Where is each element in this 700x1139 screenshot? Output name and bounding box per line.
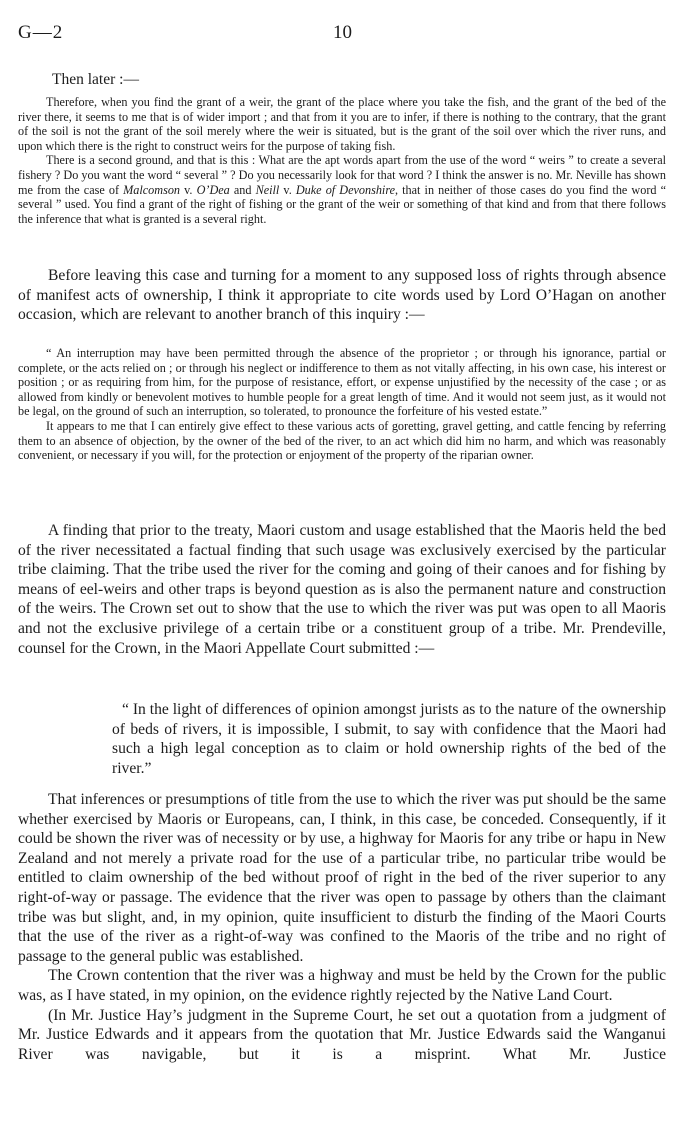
- section-code: G—2: [18, 22, 64, 43]
- quoted-block-weir: [18, 95, 666, 226]
- paragraph-before-leaving: Before leaving this case and turning for a moment to any supposed loss of rights through absence of manifest acts of ownership, I think it appropriate to cite words used by Lord O’Hagan on another occasion, which are relevant to another branch of this inquiry :—: [18, 267, 666, 324]
- quoted-paragraph-goretting: It appears to me that I can entirely give effect to these various acts of goretting, gravel getting, and cattle fencing by referring them to an absence of objection, by the owner of the bed of the river, to an act which did him no harm, and which was reasonably convenient, or necessary if you will, for the protection or enjoyment of the property of the riparian owner.: [18, 418, 666, 463]
- paragraph-inferences: That inferences or presumptions of title from the use to which the river was put should be the same whether exercised by Maoris or Europeans, can, I think, in this case, be conceded. Consequently, if it could be shown the river was of necessity or by use, a highway for Maoris for any tribe or hapu in New Zealand and not merely a private road for the use of a particular tribe, no particular tribe would be entitled to claim ownership of the bed without proof of right in the bed of the river superior to any right-of-way or passage. The evidence that the river was open to passage by others than the claimant tribe was but slight, and, in my opinion, quite insufficient to disturb the finding of the Maori Courts that the use of the river as a right-of-way was confined to the Maoris of the tribe and no right of passage to the general public was established. The Crown contention that the river was a highway and must be held by the Crown for the public was, as I have stated, in my opinion, on the evidence rightly rejected by the Native Land Court. (In Mr. Justice Hay’s judgment in the Supreme Court, he set out a quotation from a judgment of Mr. Justice Edwards and it appears from the quotation that Mr. Justice Edwards said the Wanganui River was navigable, but it is a misprint. What Mr. Justice: [18, 791, 666, 1063]
- quoted-paragraph-interruption: “ An interruption may have been permitted through the absence of the proprietor ; or through his ignorance, partial or complete, or the acts relied on ; or through his neglect or indifference to them as not vitally affecting, in his own case, his interest or position ; or as requiring from him, for the purpose of resistance, effort, or expense unjustified by the necessity of the case ; or as allowed from kindly or benevolent motives to humble people for a great length of time. And it would not seem just, as it would not be legal, on the ground of such an interruption, so tolerated, to pronounce the forfeiture of his vested estate.”: [18, 346, 666, 419]
- quote-prendeville: “ In the light of differences of opinion amongst jurists as to the nature of the ownership of beds of rivers, it is impossible, I submit, to say with confidence that the Maori had such a high legal conception as to claim or hold ownership rights of the bed of the river.”: [112, 701, 666, 777]
- quoted-paragraph-several-fishery: There is a second ground, and that is this : What are the apt words apart from the use of the word “ weirs ” to create a several fishery ? Do you want the word “ several ” ? Do you necessarily look for that word ? I think the answer is no. Mr. Neville has shown me from the case of Malcomson v. O’Dea and Neill v. Duke of Devonshire, that in neither of those cases do you find the word “ several ” used. You find a grant of the right of fishing or the grant of the weir or something of that kind and from that there follows the inference that what is granted is a several right.: [18, 153, 666, 226]
- case-name: O’Dea: [196, 182, 230, 197]
- paragraph-crown-contention: The Crown contention that the river was a highway and must be held by the Crown for the public was, as I have stated, in my opinion, on the evidence rightly rejected by the Native Land Court.: [18, 967, 666, 1004]
- case-name: Malcomson: [123, 182, 181, 197]
- page-number: 10: [333, 22, 352, 43]
- case-name: Duke of Devonshire: [295, 182, 396, 197]
- quoted-block-ohagan: [18, 346, 666, 463]
- paragraph-hay-judgment: (In Mr. Justice Hay’s judgment in the Supreme Court, he set out a quotation from a judgment of Mr. Justice Edwards and it appears from the quotation that Mr. Justice Edwards said the Wanganui River was navigable, but it is a misprint. What Mr. Justice: [18, 1006, 666, 1063]
- quoted-paragraph-weir-grant: Therefore, when you find the grant of a weir, the grant of the place where you take the fish, and the grant of the bed of the river there, it seems to me that is of wider import ; and that from it you are to infer, if there is nothing to the contrary, that the grant of the soil is not the grant of the soil merely where the weir is situated, but is the grant of the soil over which the river runs, and upon which there is the right to construct weirs for the purpose of taking fish.: [18, 95, 666, 153]
- case-name: Neill: [255, 182, 280, 197]
- paragraph-finding: A finding that prior to the treaty, Maori custom and usage established that the Maoris held the bed of the river necessitated a factual finding that such usage was exclusively exercised by the particular tribe claiming. That the tribe used the river for the coming and going of their canoes and for fishing by means of eel-weirs and other traps is beyond question as is also the permanent nature and construction of the weirs. The Crown set out to show that the use to which the river was put was open to all Maoris and not the exclusive privilege of a certain tribe or a constituent group of a tribe. Mr. Prendeville, counsel for the Crown, in the Maori Appellate Court submitted :—: [18, 522, 666, 657]
- then-later-heading: Then later :—: [52, 71, 139, 88]
